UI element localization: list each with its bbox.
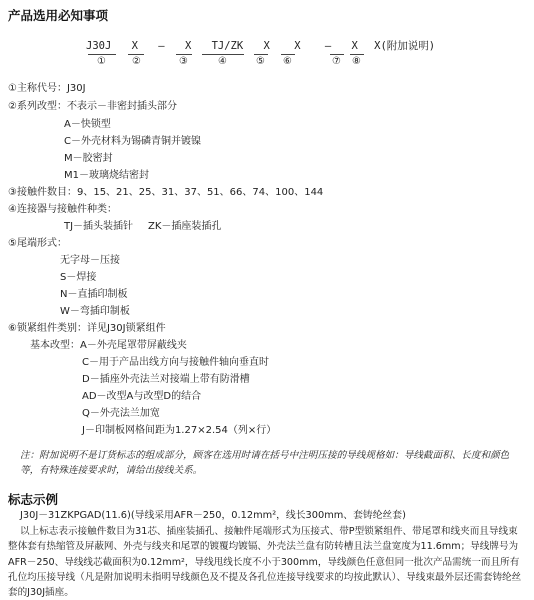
line-main-code: ①主称代号：J30J bbox=[8, 83, 86, 94]
marker-4: ④ bbox=[218, 56, 227, 67]
model-part-2: X bbox=[131, 40, 138, 52]
marker-8: ⑧ bbox=[352, 56, 361, 67]
line-tail-crimp: 无字母－压接 bbox=[60, 255, 120, 266]
line-basic-q: Q－外壳法兰加宽 bbox=[82, 408, 160, 419]
model-part-7: X bbox=[351, 40, 358, 52]
model-dash-2: — bbox=[324, 40, 332, 52]
underline-6 bbox=[281, 54, 295, 55]
line-lock-type: ⑥锁紧组件类别：详见J30J锁紧组件 bbox=[8, 323, 166, 334]
line-tail-form: ⑤尾端形式： bbox=[8, 238, 67, 249]
line-series-m: M－胶密封 bbox=[64, 153, 113, 164]
marker-2: ② bbox=[132, 56, 141, 67]
section-title-selection: 产品选用必知事项 bbox=[8, 8, 109, 23]
line-basic-d: D－插座外壳法兰对接端上带有防滑槽 bbox=[82, 374, 250, 385]
line-type-tj: TJ－插头装插针 bbox=[64, 221, 134, 232]
model-part-3: X bbox=[184, 40, 192, 52]
line-basic-ad: AD－改型A与改型D的结合 bbox=[82, 391, 202, 402]
marker-5: ⑤ bbox=[256, 56, 265, 67]
model-dash-1: — bbox=[158, 40, 165, 52]
marker-3: ③ bbox=[179, 56, 188, 67]
line-basic-j: J－印制板网格间距为1.27×2.54（列×行） bbox=[82, 425, 277, 436]
underline-5 bbox=[254, 54, 268, 55]
underline-3 bbox=[176, 54, 192, 55]
underline-2 bbox=[128, 54, 144, 55]
marker-6: ⑥ bbox=[283, 56, 292, 67]
line-basic-a: 基本改型：A－外壳尾罩带屏蔽线夹 bbox=[30, 340, 187, 351]
underline-8 bbox=[350, 54, 364, 55]
line-tail-straight-pcb: N－直插印制板 bbox=[60, 289, 128, 300]
line-series: ②系列改型：不表示－非密封插头部分 bbox=[8, 101, 177, 112]
marker-7: ⑦ bbox=[332, 56, 341, 67]
line-tail-bent-pcb: W－弯插印制板 bbox=[60, 306, 130, 317]
underline-4 bbox=[202, 54, 244, 55]
section-title-example: 标志示例 bbox=[8, 492, 59, 507]
model-code-row bbox=[86, 38, 435, 53]
note-paragraph: 注：附加说明不是订货标志的组成部分，顾客在选用时请在括号中注明压接的导线规格如：导线截面积、长度和颜色等，有特殊连接要求时，请给出接线关系。 bbox=[20, 450, 510, 476]
model-part-1: J30J bbox=[86, 40, 112, 52]
line-contact-count: ③接触件数目：9、15、21、25、31、37、51、66、74、100、144 bbox=[8, 187, 324, 198]
model-part-4: TJ/ZK bbox=[211, 40, 244, 52]
underline-1 bbox=[88, 54, 116, 55]
line-series-a: A－快锁型 bbox=[64, 119, 111, 130]
line-series-m1: M1－玻璃烧结密封 bbox=[64, 170, 149, 181]
marker-1: ① bbox=[97, 56, 106, 67]
model-part-6: X bbox=[294, 40, 301, 52]
line-basic-c: C－用于产品出线方向与接触件轴向垂直时 bbox=[82, 357, 269, 368]
line-connector-type: ④连接器与接触件种类： bbox=[8, 204, 117, 215]
example-code: J30J－31ZKPGAD(11.6)(导线采用AFR－250，0.12mm²，线长300mm、套铸纶丝套) bbox=[20, 510, 406, 521]
example-description: 以上标志表示接触件数目为31芯、插座装插孔、接触件尾端形式为压接式、带P型锁紧组件、带尾罩和线夹而且导线束整体套有热缩管及屏蔽网、外壳与线夹和尾罩的镀覆均镀镉、外壳法兰盘有防转槽且法兰盘宽度为11.6mm；导线牌号为AFR－250、导线线芯截面积为0.12mm²，导线甩线长度不小于300mm，导线颜色任意但同一批次产品需统一而且所有孔位均压接导线（凡是附加说明未指明导线颜色及不提及各孔位连接导线要求的均按此默认）、导线束最外层还需套铸纶丝套的J30J插座。 bbox=[8, 526, 522, 599]
line-tail-solder: S－焊接 bbox=[60, 272, 97, 283]
line-type-zk: ZK－插座装插孔 bbox=[148, 221, 222, 232]
model-part-5: X bbox=[263, 40, 270, 52]
underline-7 bbox=[330, 54, 344, 55]
model-part-8: X(附加说明) bbox=[374, 40, 436, 52]
line-series-c: C－外壳材料为锡磷青铜并镀镍 bbox=[64, 136, 201, 147]
